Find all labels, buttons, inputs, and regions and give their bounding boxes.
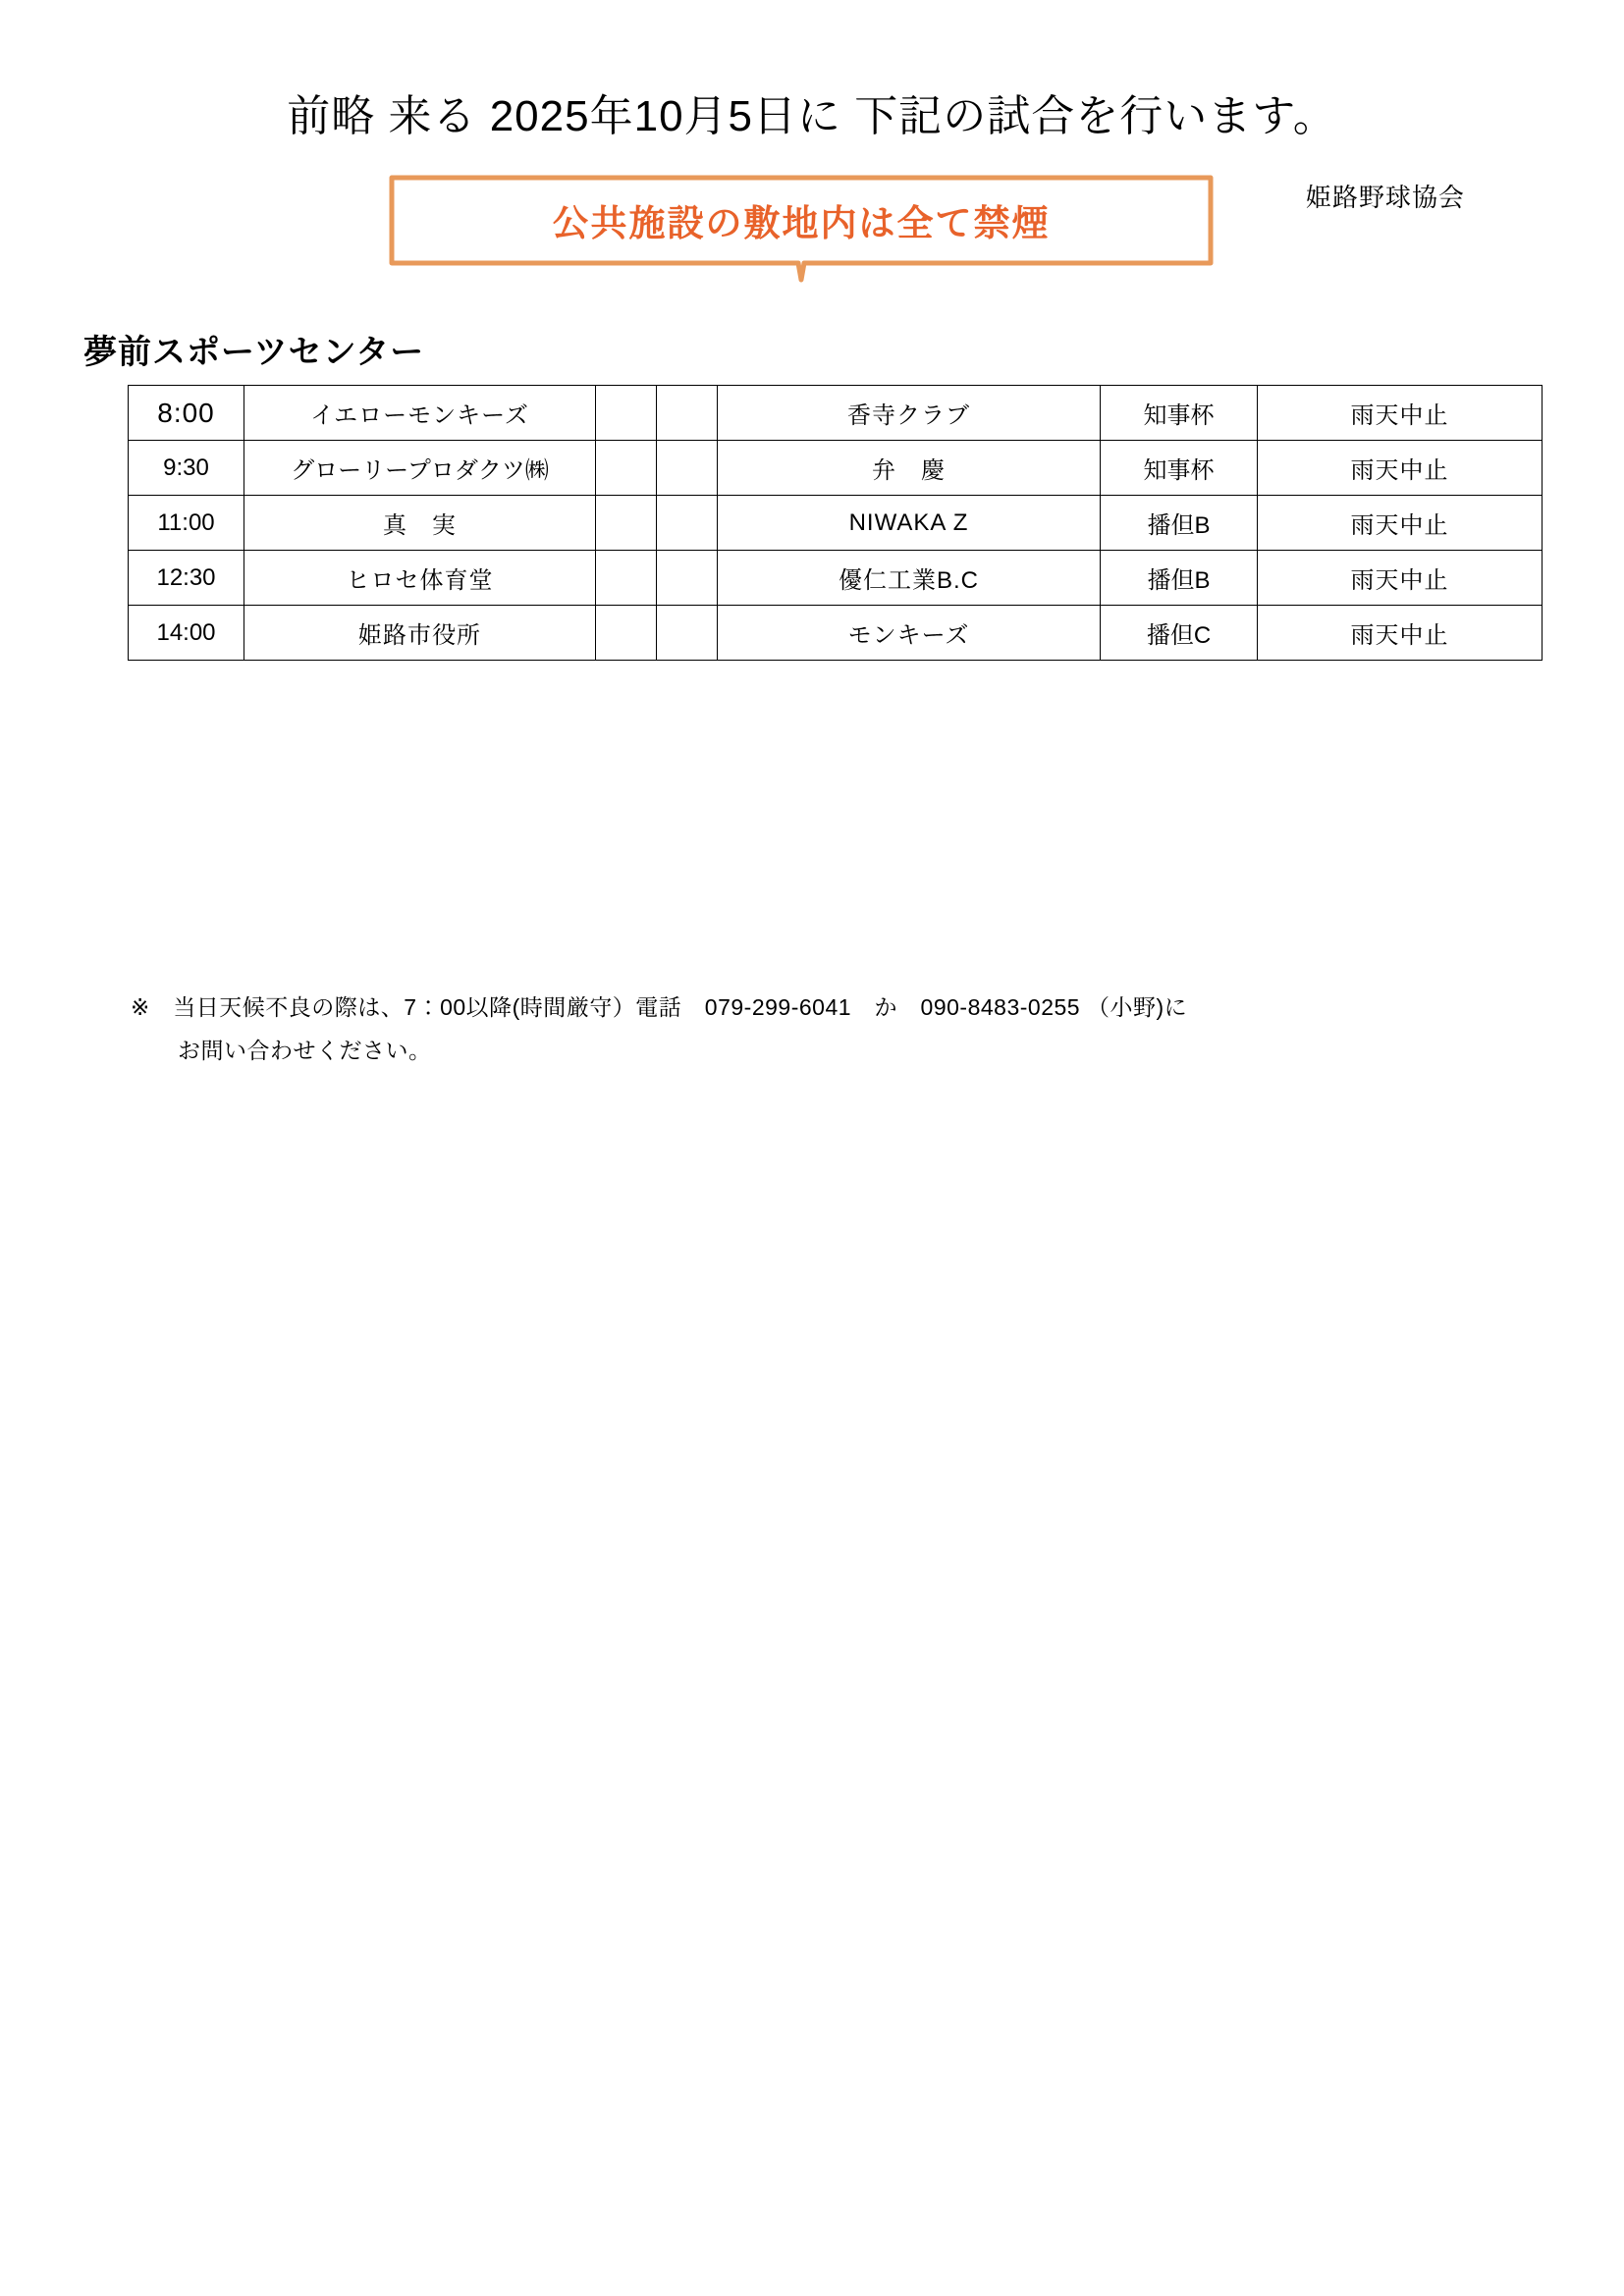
- organization-name: 姫路野球協会: [1306, 183, 1466, 212]
- cell-score-a: [596, 386, 657, 441]
- page-title: 前略 来る 2025年10月5日に 下記の試合を行います。: [287, 92, 1337, 140]
- cell-team-b: 弁 慶: [718, 441, 1101, 496]
- cell-team-a: 真 実: [244, 496, 596, 551]
- cell-note: 雨天中止: [1258, 606, 1543, 661]
- cell-league: 知事杯: [1101, 441, 1258, 496]
- cell-score-a: [596, 441, 657, 496]
- venue-name: 夢前スポーツセンター: [83, 334, 425, 371]
- cell-league: 播但C: [1101, 606, 1258, 661]
- cell-team-a: イエローモンキーズ: [244, 386, 596, 441]
- cell-note: 雨天中止: [1258, 441, 1543, 496]
- cell-team-a: ヒロセ体育堂: [244, 551, 596, 606]
- cell-score-b: [657, 441, 718, 496]
- table-row: [129, 441, 1543, 496]
- cell-team-b: 優仁工業B.C: [718, 551, 1101, 606]
- footnote-line-1: ※ 当日天候不良の際は、7：00以降(時間厳守）電話 079-299-6041 か 090-8483-0255 （小野)に: [131, 994, 1188, 1020]
- cell-team-b: 香寺クラブ: [718, 386, 1101, 441]
- cell-score-b: [657, 496, 718, 551]
- cell-score-b: [657, 551, 718, 606]
- cell-team-a: 姫路市役所: [244, 606, 596, 661]
- table-row: [129, 386, 1543, 441]
- cell-league: 播但B: [1101, 551, 1258, 606]
- cell-time: 8:00: [129, 386, 244, 441]
- cell-time: 14:00: [129, 606, 244, 661]
- table-row: [129, 551, 1543, 606]
- cell-team-a: グローリープロダクツ㈱: [244, 441, 596, 496]
- cell-league: 知事杯: [1101, 386, 1258, 441]
- cell-score-a: [596, 551, 657, 606]
- cell-time: 12:30: [129, 551, 244, 606]
- cell-league: 播但B: [1101, 496, 1258, 551]
- cell-score-b: [657, 606, 718, 661]
- cell-score-b: [657, 386, 718, 441]
- cell-team-b: モンキーズ: [718, 606, 1101, 661]
- table-row: [129, 606, 1543, 661]
- cell-time: 9:30: [129, 441, 244, 496]
- footnote: [131, 987, 1486, 1072]
- cell-note: 雨天中止: [1258, 496, 1543, 551]
- no-smoking-callout: [389, 175, 1214, 283]
- cell-score-a: [596, 606, 657, 661]
- schedule-table: [128, 385, 1543, 661]
- cell-score-a: [596, 496, 657, 551]
- no-smoking-text: 公共施設の敷地内は全て禁煙: [552, 203, 1051, 243]
- cell-note: 雨天中止: [1258, 386, 1543, 441]
- cell-time: 11:00: [129, 496, 244, 551]
- footnote-line-2: お問い合わせください。: [178, 1037, 432, 1063]
- cell-team-b: NIWAKA Z: [718, 496, 1101, 551]
- table-row: [129, 496, 1543, 551]
- cell-note: 雨天中止: [1258, 551, 1543, 606]
